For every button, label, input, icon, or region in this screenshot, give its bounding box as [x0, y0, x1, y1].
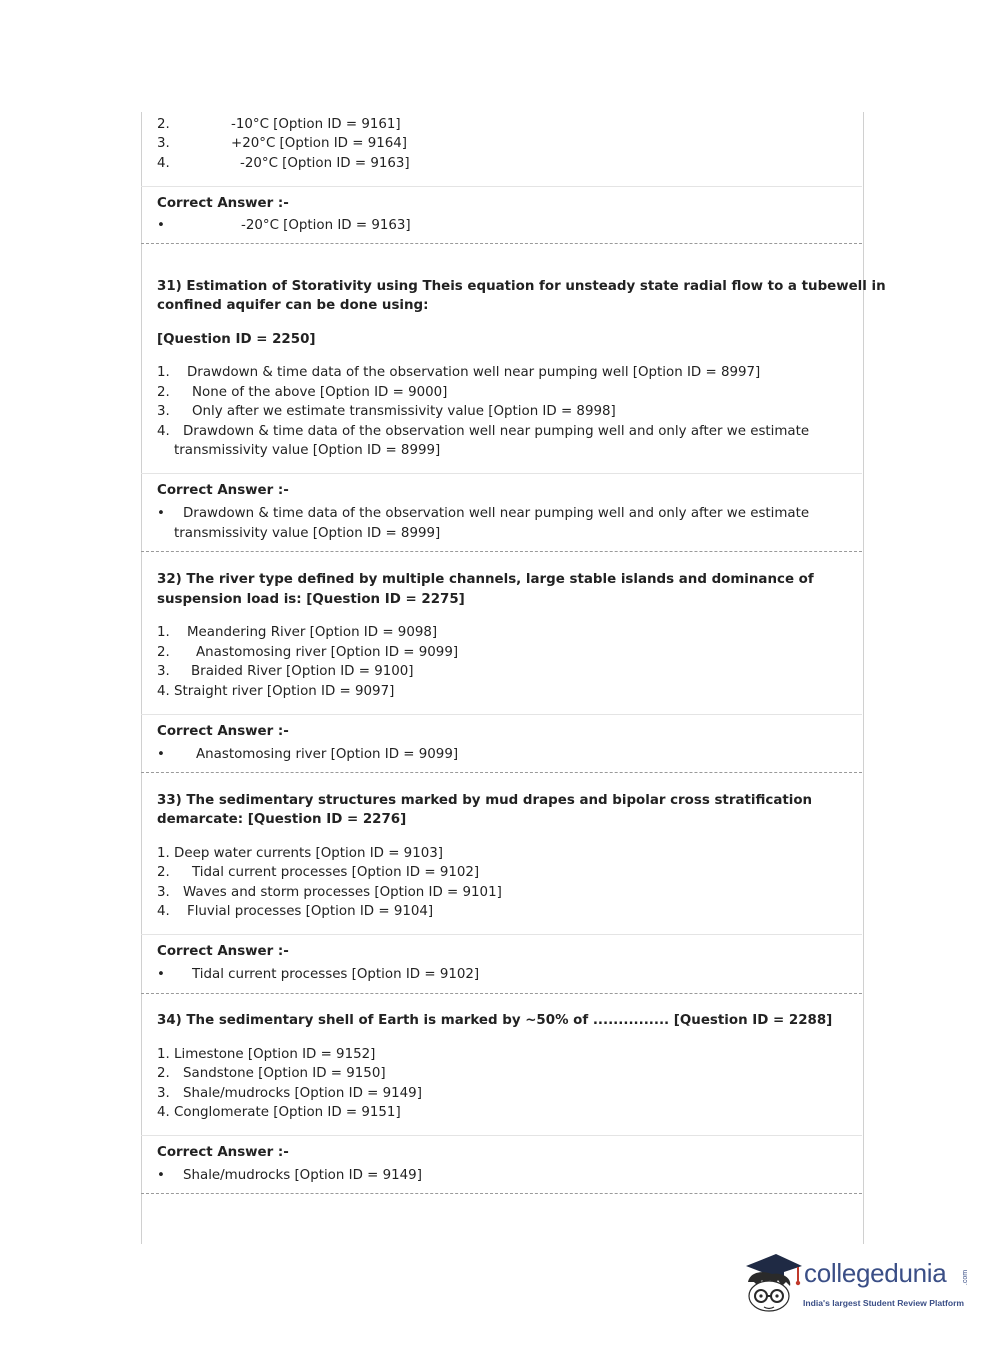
logo-tagline: India's largest Student Review Platform	[803, 1298, 965, 1308]
option-number: 2.	[157, 645, 170, 660]
mascot-icon	[742, 1252, 802, 1318]
correct-answer-label: Correct Answer :-	[157, 944, 289, 959]
collegedunia-logo[interactable]	[742, 1252, 972, 1318]
section-divider	[141, 186, 862, 187]
section-divider	[141, 934, 862, 935]
option-number: 3.	[157, 404, 170, 419]
question-title: suspension load is: [Question ID = 2275]	[157, 592, 465, 607]
section-divider	[141, 473, 862, 474]
correct-answer-text: -20°C [Option ID = 9163]	[241, 218, 411, 233]
option-text: 4. Straight river [Option ID = 9097]	[157, 684, 395, 699]
question-id: [Question ID = 2250]	[157, 332, 316, 347]
question-title: 33) The sedimentary structures marked by mud drapes and bipolar cross stratification	[157, 793, 813, 808]
question-title: 31) Estimation of Storativity using Theis equation for unsteady state radial flow to a tubewell in	[157, 279, 886, 294]
question-title: 32) The river type defined by multiple channels, large stable islands and dominance of	[157, 572, 814, 587]
option-text: Only after we estimate transmissivity value [Option ID = 8998]	[192, 404, 616, 419]
option-text: Waves and storm processes [Option ID = 9101]	[183, 885, 502, 900]
option-text: 1. Limestone [Option ID = 9152]	[157, 1047, 376, 1062]
option-number: 3.	[157, 1086, 170, 1101]
option-number: 3.	[157, 136, 170, 151]
option-number: 1.	[157, 625, 170, 640]
bullet: •	[157, 1168, 165, 1183]
correct-answer-text: transmissivity value [Option ID = 8999]	[174, 526, 441, 541]
option-text: +20°C [Option ID = 9164]	[231, 136, 408, 151]
option-text: -20°C [Option ID = 9163]	[240, 156, 410, 171]
option-number: 2.	[157, 117, 170, 132]
correct-answer-text: Drawdown & time data of the observation well near pumping well and only after we estimate	[183, 506, 810, 521]
bullet: •	[157, 967, 165, 982]
option-text: Shale/mudrocks [Option ID = 9149]	[183, 1086, 422, 1101]
option-text: Fluvial processes [Option ID = 9104]	[187, 904, 434, 919]
option-number: 4.	[157, 904, 170, 919]
logo-suffix: .com	[962, 1269, 970, 1286]
option-text: Drawdown & time data of the observation well near pumping well and only after we estimate	[183, 424, 810, 439]
option-text: transmissivity value [Option ID = 8999]	[174, 443, 441, 458]
question-separator	[141, 551, 862, 552]
option-text: Braided River [Option ID = 9100]	[191, 664, 414, 679]
correct-answer-text: Anastomosing river [Option ID = 9099]	[196, 747, 459, 762]
bullet: •	[157, 506, 165, 521]
option-text: Meandering River [Option ID = 9098]	[187, 625, 438, 640]
option-number: 4.	[157, 156, 170, 171]
correct-answer-text: Shale/mudrocks [Option ID = 9149]	[183, 1168, 422, 1183]
bullet: •	[157, 218, 165, 233]
question-title: 34) The sedimentary shell of Earth is marked by ~50% of ............... [Question ID = 2288]	[157, 1013, 833, 1028]
correct-answer-label: Correct Answer :-	[157, 196, 289, 211]
option-text: Anastomosing river [Option ID = 9099]	[196, 645, 459, 660]
question-separator	[141, 243, 862, 244]
option-text: Drawdown & time data of the observation well near pumping well [Option ID = 8997]	[187, 365, 761, 380]
option-text: Tidal current processes [Option ID = 9102]	[192, 865, 480, 880]
correct-answer-text: Tidal current processes [Option ID = 9102]	[192, 967, 480, 982]
option-text: Sandstone [Option ID = 9150]	[183, 1066, 386, 1081]
option-number: 2.	[157, 865, 170, 880]
section-divider	[141, 1135, 862, 1136]
section-divider	[141, 714, 862, 715]
logo-wordmark: collegedunia	[804, 1258, 947, 1288]
option-number: 4.	[157, 424, 170, 439]
option-number: 2.	[157, 385, 170, 400]
question-separator	[141, 993, 862, 994]
option-text: -10°C [Option ID = 9161]	[231, 117, 401, 132]
question-separator	[141, 1193, 862, 1194]
option-text: None of the above [Option ID = 9000]	[192, 385, 448, 400]
option-text: 4. Conglomerate [Option ID = 9151]	[157, 1105, 401, 1120]
option-number: 2.	[157, 1066, 170, 1081]
question-title: confined aquifer can be done using:	[157, 298, 429, 313]
option-text: 1. Deep water currents [Option ID = 9103]	[157, 846, 443, 861]
option-number: 3.	[157, 885, 170, 900]
correct-answer-label: Correct Answer :-	[157, 483, 289, 498]
correct-answer-label: Correct Answer :-	[157, 724, 289, 739]
option-number: 1.	[157, 365, 170, 380]
option-number: 3.	[157, 664, 170, 679]
bullet: •	[157, 747, 165, 762]
question-separator	[141, 772, 862, 773]
correct-answer-label: Correct Answer :-	[157, 1145, 289, 1160]
question-title: demarcate: [Question ID = 2276]	[157, 812, 407, 827]
